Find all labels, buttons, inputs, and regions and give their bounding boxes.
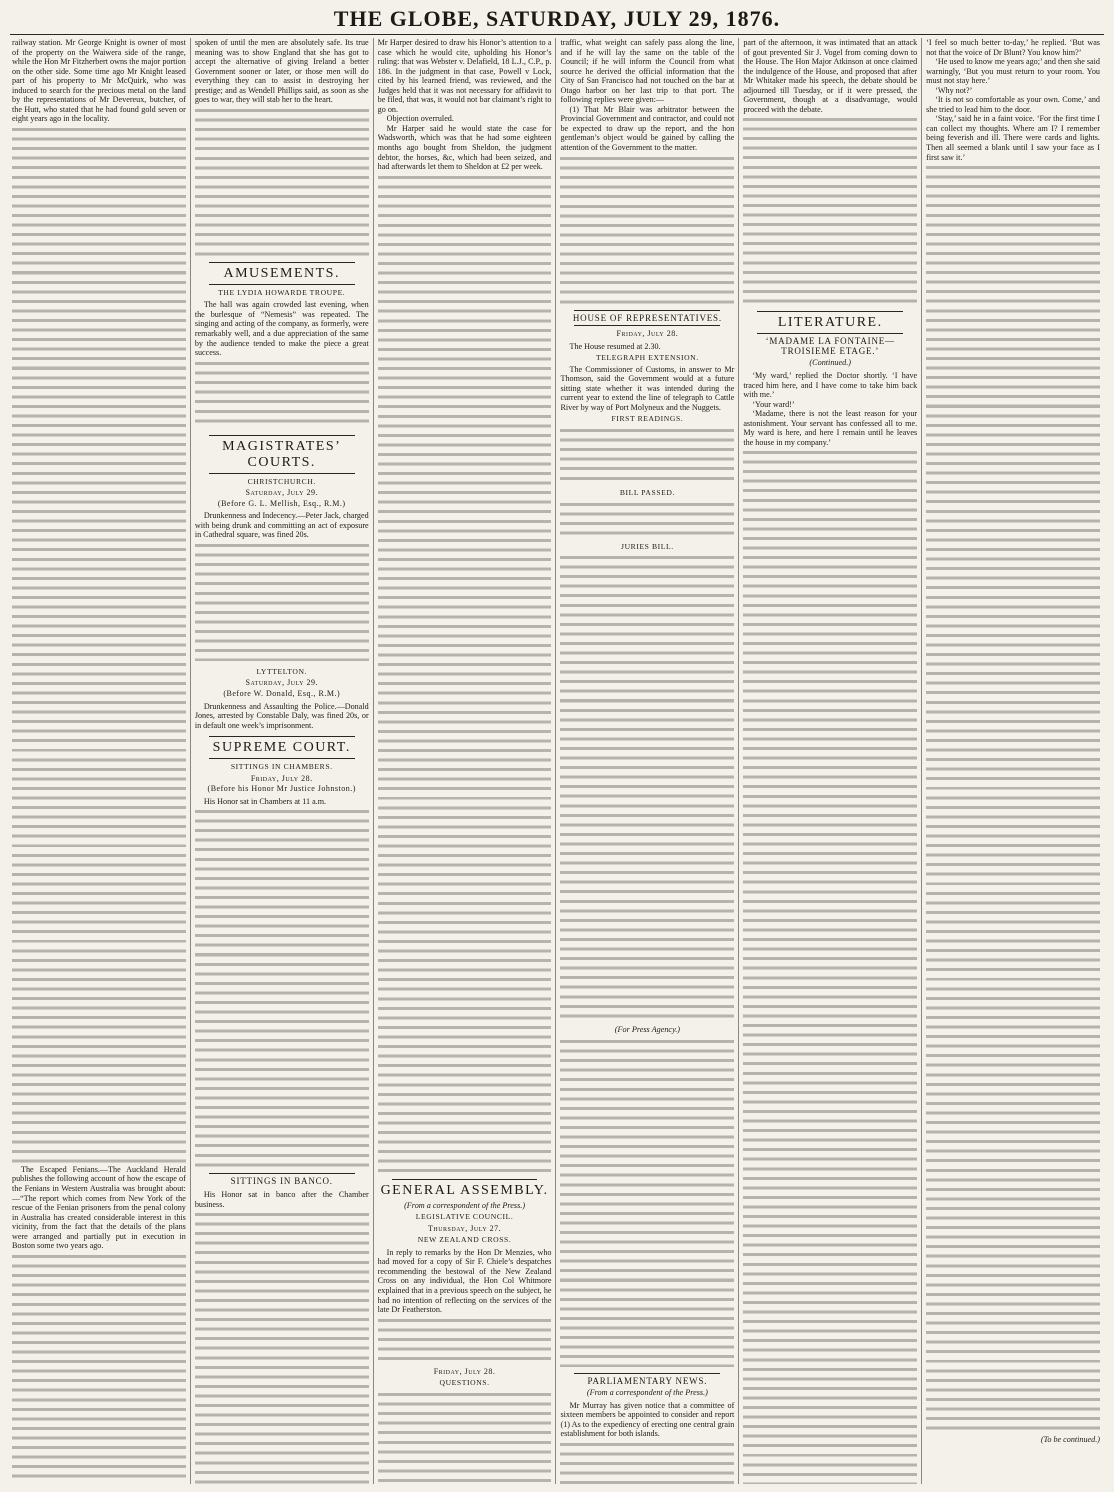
section-heading: MAGISTRATES’ COURTS. <box>222 438 342 470</box>
article-paragraph: ‘Stay,’ said he in a faint voice. ‘For the first time I can collect my thoughts. Where am I? I remember being feverish and ill. There were cards and lights. Then all seemed a blank until I saw your face as I first saw it.’ <box>926 114 1100 162</box>
magistrates-section <box>195 435 369 509</box>
article-paragraph: (1) That Mr Blair was arbitrator between the Provincial Government and contractor, and could not be expected to draw up the report, and the hon gentleman’s object would be gained by calling the attention of the Government to the matter. <box>560 104 735 153</box>
section-heading: SUPREME COURT. <box>212 740 351 756</box>
story-title: ‘MADAME LA FONTAINE—TROISIEME ETAGE.’ <box>765 336 895 356</box>
text-body <box>560 1440 734 1484</box>
lyttelton-section <box>195 667 369 699</box>
text-body <box>195 359 369 429</box>
text-body <box>195 541 369 661</box>
place-heading: CHRISTCHURCH. <box>247 476 316 486</box>
article-paragraph: railway station. Mr George Knight is owner of most of the property on the Waiwera side of the range, while the Hon Mr Fitzherbert owns the major portion on the other side. Some time ago Mr Knight leased part of his property to Mr McQuirk, who was induced to search for the precious metal on the land by the representations of Mr Devereux, butcher, of the Hutt, who stated that he had found gold seven or eight years ago in the locality. <box>12 38 186 124</box>
column-4 <box>560 38 739 1484</box>
section-heading: GENERAL ASSEMBLY. <box>380 1182 549 1198</box>
article-paragraph: ‘He used to know me years ago;’ and then she said warningly, ‘But you must return to your room. You must not stay here.’ <box>926 57 1100 86</box>
house-of-representatives-section <box>560 310 734 339</box>
article-paragraph: His Honor sat in banco after the Chamber business. <box>194 1189 369 1209</box>
section-subheading: LEGISLATIVE COUNCIL. <box>415 1212 514 1222</box>
text-body <box>560 1037 734 1367</box>
masthead-rule <box>10 34 1104 35</box>
amusements-section <box>195 262 369 298</box>
article-paragraph: ‘It is not so comfortable as your own. Come,’ and she tried to lead him to the door. <box>926 95 1100 114</box>
text-body <box>743 448 917 1484</box>
text-body <box>560 426 734 486</box>
to-be-continued: (To be continued.) <box>1040 1435 1100 1445</box>
column-1 <box>12 38 191 1484</box>
article-paragraph: The Commissioner of Customs, in answer to Mr Thomson, said the Government would at a future sitting state whether it was intended during the current year to extend the line of telegraph to Cattle River by way of Port Molyneux and the Nuggets. <box>560 364 735 412</box>
correspondent-credit: (From a correspondent of the Press.) <box>404 1200 526 1210</box>
column-2 <box>195 38 374 1484</box>
article-paragraph: ‘Your ward!’ <box>752 399 795 409</box>
article-paragraph: The hall was again crowded last evening, when the burlesque of “Nemesis” was repeated. The singing and acting of the company, as formerly, were remarkably well, and a due appreciation of the same by the audience tended to make the piece a great success. <box>194 300 369 358</box>
bench-line: (Before his Honor Mr Justice Johnston.) <box>207 784 356 794</box>
article-paragraph: His Honor sat in Chambers at 11 a.m. <box>203 796 327 806</box>
article-paragraph: The House resumed at 2.30. <box>569 341 661 351</box>
article-paragraph: Drunkenness and Assaulting the Police.—Donald Jones, arrested by Constable Daly, was fined 20s, or in default one week’s imprisonment. <box>194 701 369 730</box>
date-line: Saturday, July 29. <box>245 488 318 498</box>
article-paragraph: Mr Harper desired to draw his Honor’s attention to a case which he would cite, upholding his Honor’s ruling: that was Webster v. Delafield, 18 L.J., C.P., p. 186. In the judgment in that case, Powell v Lock, cited by his learned friend, was reviewed, and the Judges held that it was not necessary for affidavit to be filed, that was, it would not bar claimant’s right to go on. <box>377 38 552 114</box>
date-line: Friday, July 28. <box>433 1366 496 1376</box>
article-paragraph: traffic, what weight can safely pass along the line, and if he will lay the same on the table of the Council; if he will inform the Council from what source he derived the official information that the City of San Francisco had not touched on the bar at Otago harbor on her last trip to that port. The following replies were given:— <box>560 38 735 105</box>
text-body <box>195 106 369 256</box>
article-paragraph: part of the afternoon, it was intimated that an attack of gout prevented Sir J. Vogel from coming down to the House. The Hon Major Atkinson at once claimed the indulgence of the House, and proposed that after Mr Whitaker made his speech, the debate should be adjourned till Tuesday, or if it were pressed, the Government, though at a disadvantage, would proceed with the debate. <box>743 38 918 114</box>
section-heading: PARLIAMENTARY NEWS. <box>587 1375 708 1386</box>
text-body <box>378 1390 552 1484</box>
date-line: Friday, July 28. <box>250 773 313 783</box>
topic-heading: TELEGRAPH EXTENSION. <box>596 353 699 363</box>
banco-section <box>195 1173 369 1187</box>
text-body <box>195 807 369 1167</box>
text-body <box>743 115 917 305</box>
text-body <box>12 125 186 1165</box>
continued-note: (Continued.) <box>809 358 852 368</box>
text-body <box>560 500 734 540</box>
press-agency-credit: (For Press Agency.) <box>614 1025 681 1035</box>
section-heading: HOUSE OF REPRESENTATIVES. <box>572 312 722 323</box>
column-6 <box>926 38 1104 1484</box>
general-assembly-section <box>378 1179 552 1245</box>
article-paragraph: ‘I feel so much better to-day,’ he replied. ‘But was not that the voice of Dr Blunt? You know him?’ <box>926 38 1100 57</box>
text-body <box>378 173 552 1173</box>
newspaper-columns <box>12 38 1104 1484</box>
bench-line: (Before G. L. Mellish, Esq., R.M.) <box>217 498 346 508</box>
text-body <box>560 154 734 304</box>
correspondent-credit: (From a correspondent of the Press.) <box>586 1388 708 1398</box>
article-paragraph: Mr Harper said he would state the case for Wadsworth, which was that he had some eighteen months ago bought from Sheldon, the judgment debtor, the horses, &c, which had been seized, and had afterwards let them to Sheldon at £2 per week. <box>377 123 552 172</box>
section-subheading: SITTINGS IN BANCO. <box>230 1176 333 1187</box>
topic-heading: QUESTIONS. <box>439 1378 490 1388</box>
section-heading: LITERATURE. <box>777 315 883 331</box>
text-body <box>378 1316 552 1366</box>
article-paragraph: Drunkenness and Indecency.—Peter Jack, charged with being drunk and committing an act of exposure in Cathedral square, was fined 20s. <box>194 511 369 540</box>
article-paragraph: ‘Why not?’ <box>935 85 973 95</box>
date-line: Friday, July 28. <box>616 329 679 339</box>
text-body <box>926 163 1100 1433</box>
article-paragraph: Objection overruled. <box>386 114 454 124</box>
date-line: Thursday, July 27. <box>427 1223 502 1233</box>
supreme-court-section <box>195 736 369 794</box>
article-paragraph: ‘My ward,’ replied the Doctor shortly. ‘I have traced him here, and I have come to take him back with me.’ <box>743 371 918 400</box>
topic-heading: FIRST READINGS. <box>611 414 684 424</box>
text-body <box>12 1252 186 1484</box>
section-subheading: THE LYDIA HOWARDE TROUPE. <box>218 287 346 297</box>
article-paragraph: The Escaped Fenians.—The Auckland Herald publishes the following account of how the escape of the Fenians in Western Australia was brought about:—“The report which comes from New York of the rescue of the Fenian prisoners from the penal colony in Australia has created considerable interest in this vicinity, from the fact that the details of the plans were arranged and partially put in execution in Boston some two years ago. <box>12 1164 186 1251</box>
section-heading: AMUSEMENTS. <box>223 265 340 281</box>
masthead-title: THE GLOBE, SATURDAY, JULY 29, 1876. <box>333 6 781 31</box>
text-body <box>560 553 734 1023</box>
column-5 <box>743 38 922 1484</box>
article-paragraph: Mr Murray has given notice that a committee of sixteen members be appointed to consider and report (1) As to the expediency of erecting one central grain establishment for both islands. <box>560 1400 735 1439</box>
column-3 <box>378 38 557 1484</box>
topic-heading: NEW ZEALAND CROSS. <box>417 1235 512 1245</box>
parliamentary-news-section <box>560 1373 734 1398</box>
section-subheading: SITTINGS IN CHAMBERS. <box>230 762 333 772</box>
topic-heading: JURIES BILL. <box>621 541 674 551</box>
article-paragraph: spoken of until the men are absolutely safe. Its true meaning was to show England that she has got to accept the alternative of giving Ireland a better Government sooner or later, or those men will do everything they can to assist in destroying her prestige; and as Wendell Phillips said, as soon as she goes to war, they will stab her to the heart. <box>194 38 369 105</box>
article-paragraph: In reply to remarks by the Hon Dr Menzies, who had moved for a copy of Sir F. Chiele’s despatches recommending the bestowal of the New Zealand Cross on any individual, the Hon Col Whitmore explained that in a previous speech on the subject, he had no intention of reflecting on the services of the late Dr Featherston. <box>377 1247 552 1315</box>
article-paragraph: ‘Madame, there is not the least reason for your astonishment. Your servant has confessed all to me. My ward is here, and here I remain until he leaves the house in my company.’ <box>743 409 918 447</box>
literature-section <box>743 311 917 368</box>
date-line: Saturday, July 29. <box>245 678 318 688</box>
place-heading: LYTTELTON. <box>256 666 308 676</box>
text-body <box>195 1210 369 1484</box>
bench-line: (Before W. Donald, Esq., R.M.) <box>223 689 341 699</box>
topic-heading: BILL PASSED. <box>619 488 675 498</box>
